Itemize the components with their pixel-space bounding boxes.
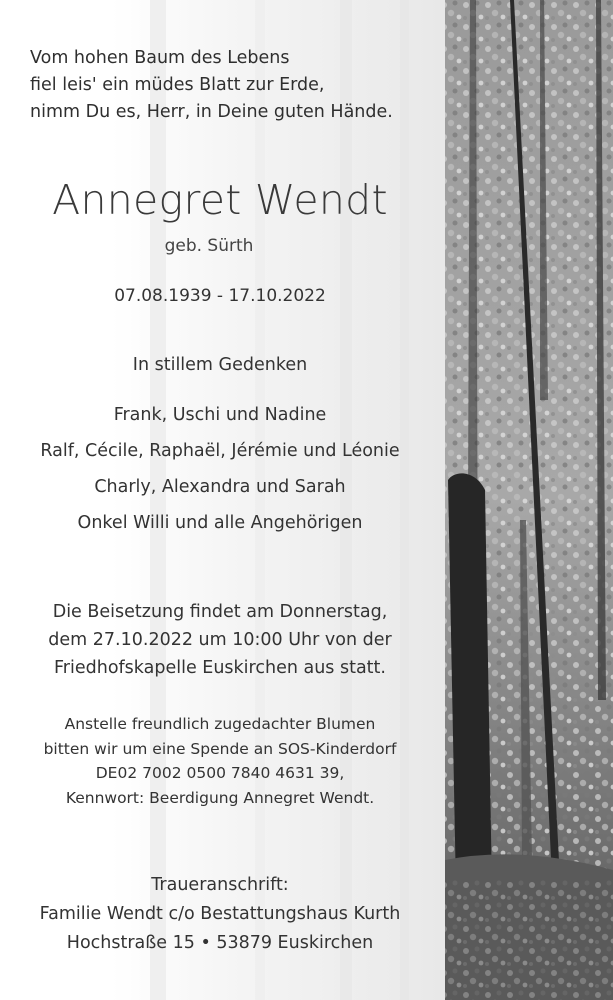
mourners-list — [0, 397, 440, 541]
poem-line: fiel leis' ein müdes Blatt zur Erde, — [30, 75, 325, 95]
donation-iban: DE02 7002 0500 7840 4631 39, — [95, 764, 345, 782]
mourner-line: Ralf, Cécile, Raphaël, Jérémie und Léonie — [40, 441, 400, 461]
donation-line: bitten wir um eine Spende an SOS-Kinderdorf — [43, 739, 397, 758]
funeral-notice — [0, 598, 440, 682]
mourner-line: Onkel Willi und alle Angehörigen — [77, 513, 363, 533]
funeral-line: dem 27.10.2022 um 10:00 Uhr von der — [48, 630, 392, 650]
address-heading: Traueranschrift: — [151, 875, 289, 895]
address-line: Familie Wendt c/o Bestattungshaus Kurth — [39, 904, 401, 924]
address-line: Hochstraße 15 • 53879 Euskirchen — [66, 933, 374, 953]
life-dates: 07.08.1939 - 17.10.2022 — [114, 286, 326, 306]
poem-line: nimm Du es, Herr, in Deine guten Hände. — [30, 102, 393, 122]
funeral-line: Die Beisetzung findet am Donnerstag, — [52, 602, 388, 622]
birth-name: geb. Sürth — [164, 236, 254, 256]
donation-line: Kennwort: Beerdigung Annegret Wendt. — [65, 788, 375, 807]
mourning-address — [0, 871, 440, 958]
donation-line: Anstelle freundlich zugedachter Blumen — [64, 715, 376, 733]
funeral-line: Friedhofskapelle Euskirchen aus statt. — [54, 658, 386, 678]
mourning-heading: In stillem Gedenken — [132, 355, 308, 375]
mourner-line: Frank, Uschi und Nadine — [113, 405, 327, 425]
deceased-name: Annegret Wendt — [52, 176, 388, 224]
poem-line: Vom hohen Baum des Lebens — [30, 48, 290, 68]
donation-notice — [0, 712, 440, 810]
mourner-line: Charly, Alexandra und Sarah — [94, 477, 346, 497]
poem — [30, 45, 430, 126]
